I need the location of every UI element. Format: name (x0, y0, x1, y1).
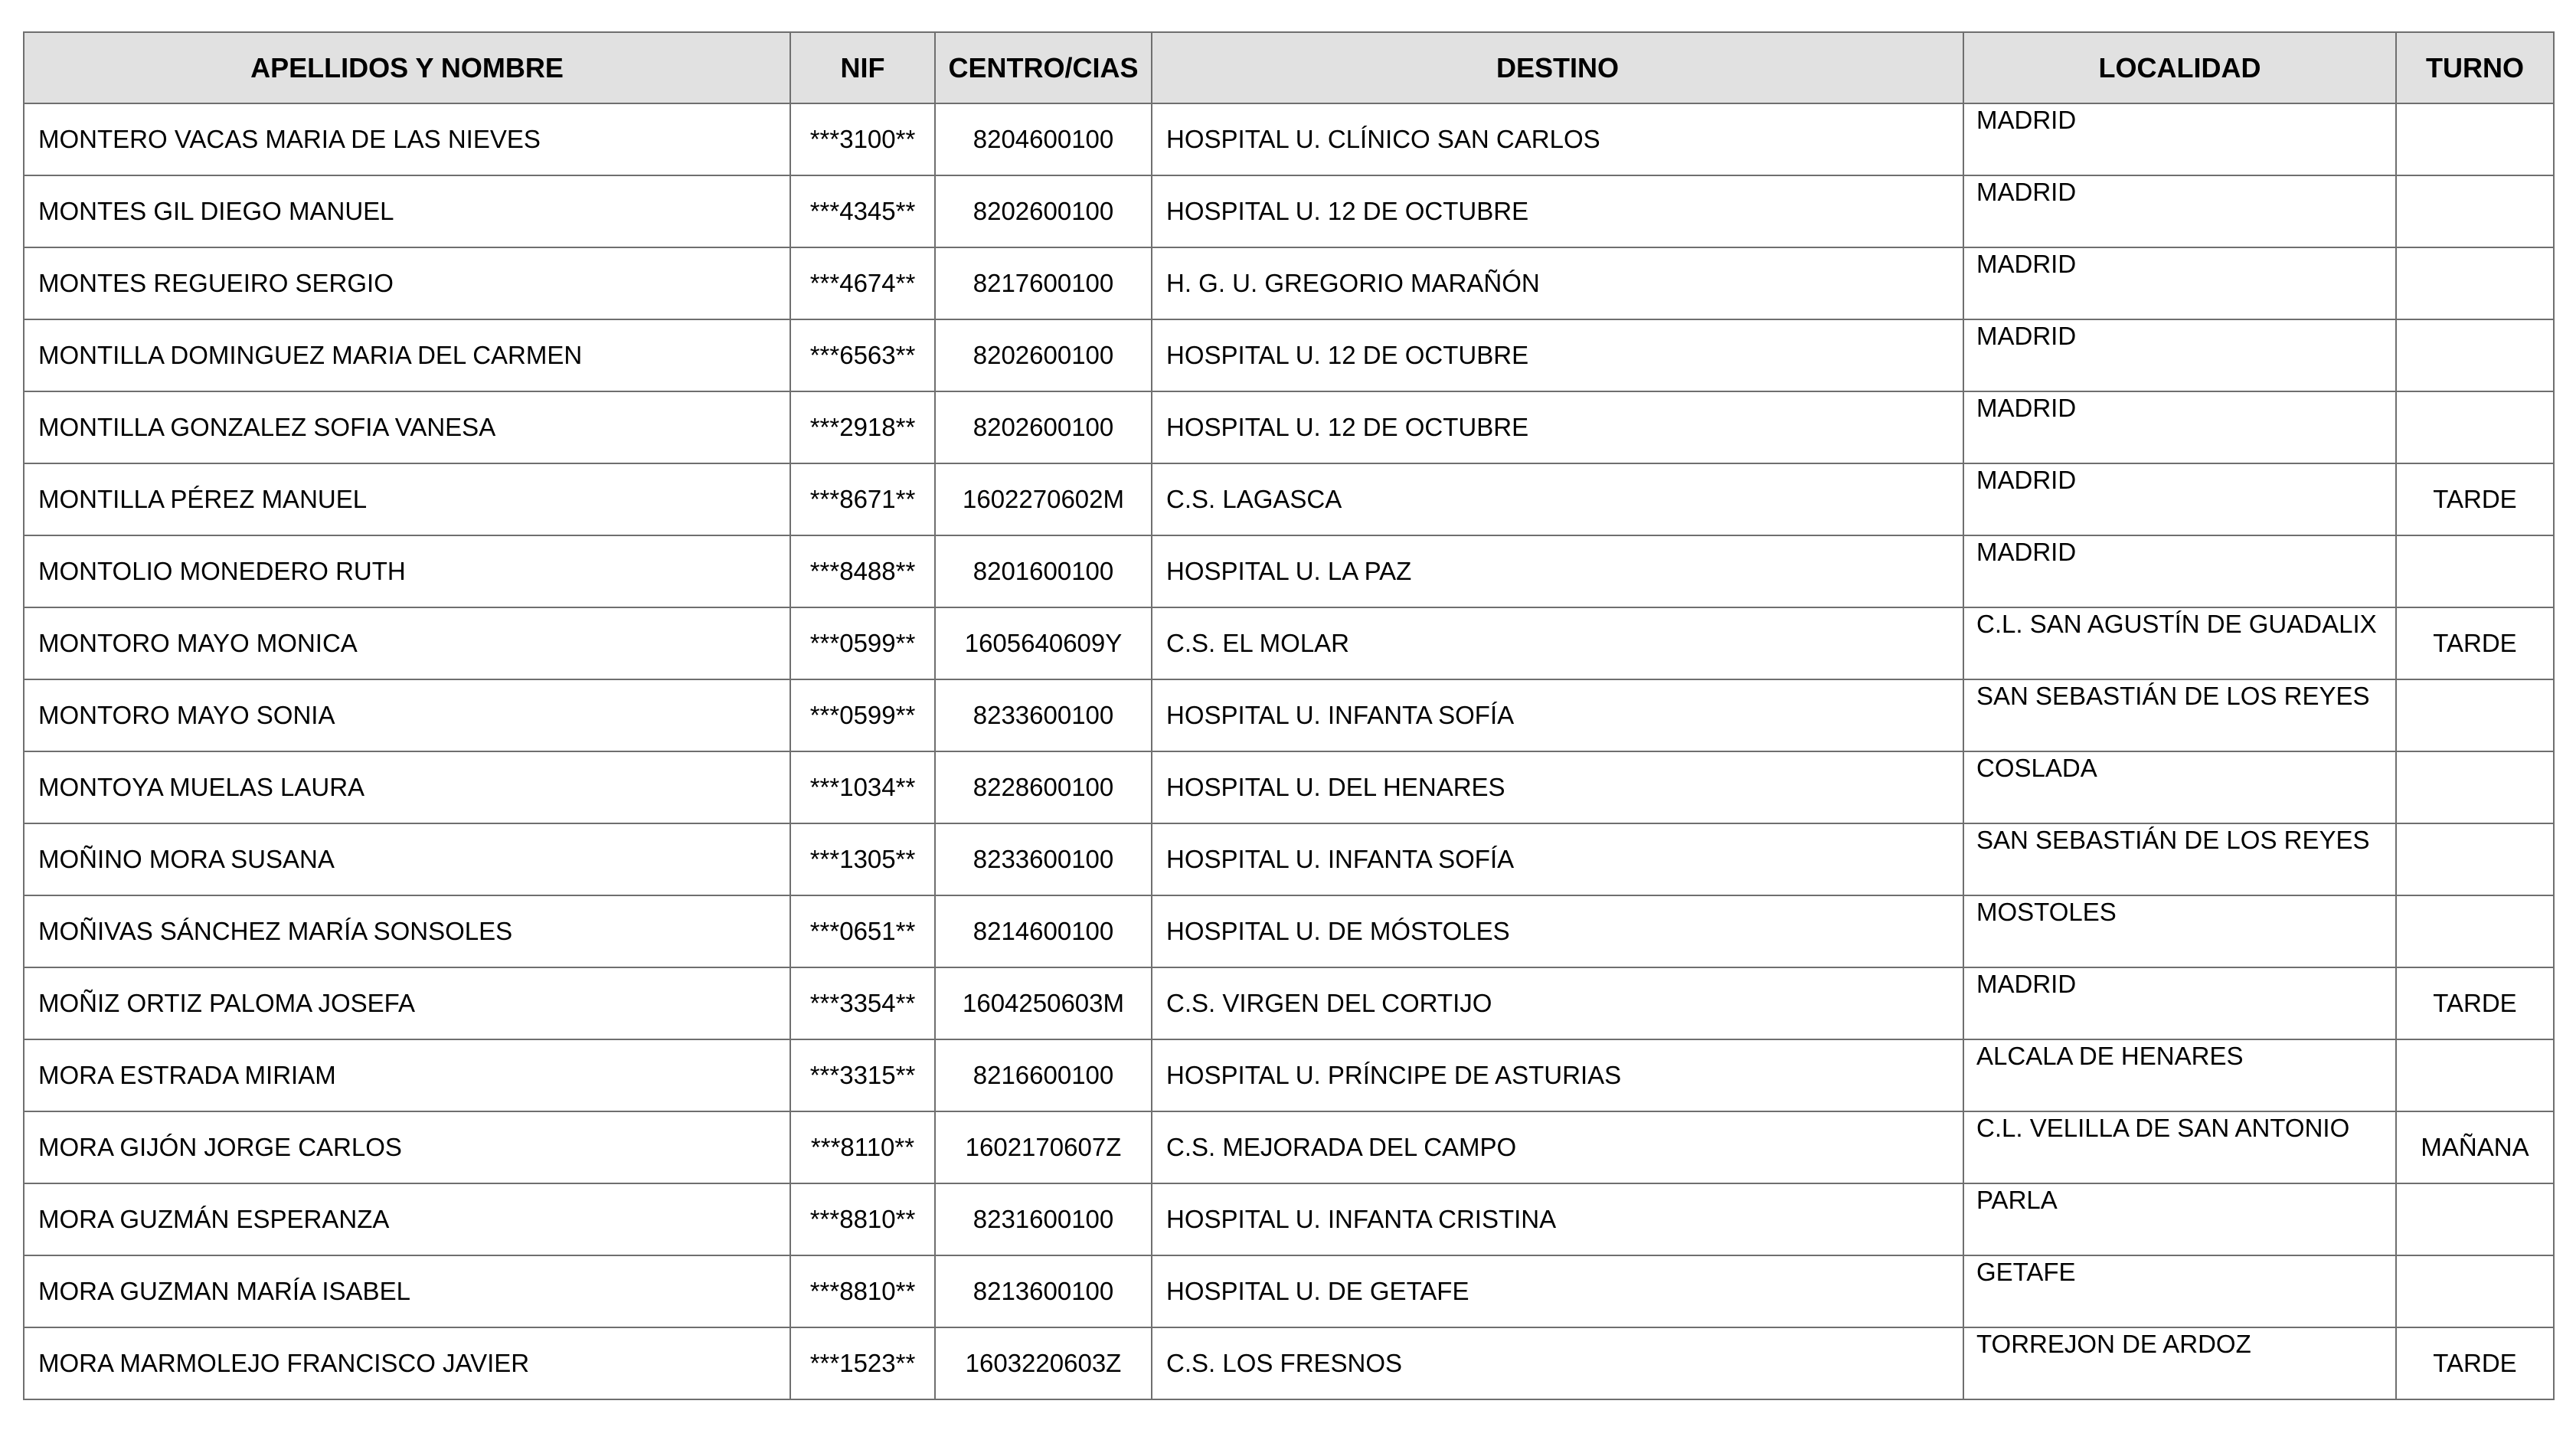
cell-nif: ***0599** (790, 607, 935, 679)
table-row (24, 967, 2554, 1039)
table-row (24, 175, 2554, 247)
cell-nif: ***3354** (790, 967, 935, 1039)
cell-turno: TARDE (2396, 607, 2554, 679)
cell-destino: C.S. EL MOLAR (1152, 607, 1963, 679)
header-turno: TURNO (2396, 32, 2554, 103)
cell-localidad: ALCALA DE HENARES (1963, 1039, 2396, 1111)
cell-centro: 8216600100 (935, 1039, 1152, 1111)
table-row (24, 823, 2554, 895)
table-row (24, 1327, 2554, 1399)
cell-nif: ***6563** (790, 319, 935, 391)
table-row (24, 607, 2554, 679)
cell-turno (2396, 1183, 2554, 1255)
cell-centro: 8228600100 (935, 751, 1152, 823)
cell-nombre: MORA GUZMAN MARÍA ISABEL (24, 1255, 790, 1327)
cell-destino: HOSPITAL U. INFANTA SOFÍA (1152, 679, 1963, 751)
cell-nombre: MONTORO MAYO MONICA (24, 607, 790, 679)
cell-nombre: MONTOYA MUELAS LAURA (24, 751, 790, 823)
cell-destino: HOSPITAL U. DE GETAFE (1152, 1255, 1963, 1327)
cell-localidad: MADRID (1963, 175, 2396, 247)
cell-turno (2396, 1255, 2554, 1327)
cell-turno (2396, 175, 2554, 247)
cell-destino: HOSPITAL U. PRÍNCIPE DE ASTURIAS (1152, 1039, 1963, 1111)
cell-destino: HOSPITAL U. DE MÓSTOLES (1152, 895, 1963, 967)
cell-turno (2396, 751, 2554, 823)
header-nombre: APELLIDOS Y NOMBRE (24, 32, 790, 103)
cell-centro: 8231600100 (935, 1183, 1152, 1255)
table-row (24, 463, 2554, 535)
cell-centro: 1602170607Z (935, 1111, 1152, 1183)
table-body (24, 103, 2554, 1399)
table-row (24, 247, 2554, 319)
cell-localidad: MADRID (1963, 319, 2396, 391)
table-row (24, 895, 2554, 967)
cell-nombre: MORA GUZMÁN ESPERANZA (24, 1183, 790, 1255)
cell-nombre: MONTERO VACAS MARIA DE LAS NIEVES (24, 103, 790, 175)
cell-turno (2396, 1039, 2554, 1111)
header-nif: NIF (790, 32, 935, 103)
cell-centro: 8233600100 (935, 679, 1152, 751)
cell-nombre: MONTES GIL DIEGO MANUEL (24, 175, 790, 247)
cell-centro: 8217600100 (935, 247, 1152, 319)
cell-nombre: MORA GIJÓN JORGE CARLOS (24, 1111, 790, 1183)
cell-nif: ***8110** (790, 1111, 935, 1183)
cell-nif: ***1034** (790, 751, 935, 823)
cell-destino: HOSPITAL U. 12 DE OCTUBRE (1152, 391, 1963, 463)
cell-centro: 8201600100 (935, 535, 1152, 607)
cell-nombre: MORA ESTRADA MIRIAM (24, 1039, 790, 1111)
cell-turno: TARDE (2396, 1327, 2554, 1399)
cell-localidad: PARLA (1963, 1183, 2396, 1255)
cell-turno: TARDE (2396, 967, 2554, 1039)
cell-destino: HOSPITAL U. CLÍNICO SAN CARLOS (1152, 103, 1963, 175)
cell-destino: HOSPITAL U. LA PAZ (1152, 535, 1963, 607)
cell-turno: TARDE (2396, 463, 2554, 535)
cell-nombre: MONTES REGUEIRO SERGIO (24, 247, 790, 319)
cell-nif: ***1523** (790, 1327, 935, 1399)
cell-nif: ***8488** (790, 535, 935, 607)
cell-nif: ***8810** (790, 1183, 935, 1255)
cell-nombre: MORA MARMOLEJO FRANCISCO JAVIER (24, 1327, 790, 1399)
cell-centro: 8213600100 (935, 1255, 1152, 1327)
cell-localidad: C.L. SAN AGUSTÍN DE GUADALIX (1963, 607, 2396, 679)
cell-localidad: MADRID (1963, 247, 2396, 319)
cell-destino: HOSPITAL U. INFANTA SOFÍA (1152, 823, 1963, 895)
cell-nif: ***4674** (790, 247, 935, 319)
cell-destino: HOSPITAL U. DEL HENARES (1152, 751, 1963, 823)
header-localidad: LOCALIDAD (1963, 32, 2396, 103)
cell-turno (2396, 679, 2554, 751)
cell-localidad: SAN SEBASTIÁN DE LOS REYES (1963, 823, 2396, 895)
cell-nombre: MONTILLA GONZALEZ SOFIA VANESA (24, 391, 790, 463)
cell-nombre: MOÑIZ ORTIZ PALOMA JOSEFA (24, 967, 790, 1039)
table-row (24, 1111, 2554, 1183)
cell-turno (2396, 247, 2554, 319)
cell-nombre: MONTOLIO MONEDERO RUTH (24, 535, 790, 607)
cell-centro: 8233600100 (935, 823, 1152, 895)
cell-destino: C.S. LAGASCA (1152, 463, 1963, 535)
cell-centro: 1602270602M (935, 463, 1152, 535)
cell-centro: 8214600100 (935, 895, 1152, 967)
cell-nif: ***2918** (790, 391, 935, 463)
cell-nombre: MONTILLA DOMINGUEZ MARIA DEL CARMEN (24, 319, 790, 391)
cell-localidad: C.L. VELILLA DE SAN ANTONIO (1963, 1111, 2396, 1183)
cell-destino: H. G. U. GREGORIO MARAÑÓN (1152, 247, 1963, 319)
cell-destino: HOSPITAL U. 12 DE OCTUBRE (1152, 319, 1963, 391)
cell-nombre: MONTILLA PÉREZ MANUEL (24, 463, 790, 535)
cell-localidad: MADRID (1963, 967, 2396, 1039)
cell-localidad: TORREJON DE ARDOZ (1963, 1327, 2396, 1399)
cell-nombre: MOÑIVAS SÁNCHEZ MARÍA SONSOLES (24, 895, 790, 967)
table-row (24, 391, 2554, 463)
cell-turno (2396, 895, 2554, 967)
cell-localidad: COSLADA (1963, 751, 2396, 823)
cell-destino: C.S. LOS FRESNOS (1152, 1327, 1963, 1399)
table-row (24, 679, 2554, 751)
cell-destino: HOSPITAL U. 12 DE OCTUBRE (1152, 175, 1963, 247)
cell-destino: HOSPITAL U. INFANTA CRISTINA (1152, 1183, 1963, 1255)
cell-turno (2396, 535, 2554, 607)
header-centro: CENTRO/CIAS (935, 32, 1152, 103)
table-row (24, 319, 2554, 391)
table-row (24, 1183, 2554, 1255)
cell-localidad: MADRID (1963, 535, 2396, 607)
cell-destino: C.S. VIRGEN DEL CORTIJO (1152, 967, 1963, 1039)
cell-centro: 8204600100 (935, 103, 1152, 175)
cell-centro: 8202600100 (935, 319, 1152, 391)
assignment-table (23, 31, 2555, 1400)
cell-localidad: MADRID (1963, 103, 2396, 175)
cell-nif: ***8810** (790, 1255, 935, 1327)
cell-centro: 1603220603Z (935, 1327, 1152, 1399)
cell-localidad: MADRID (1963, 391, 2396, 463)
cell-localidad: MADRID (1963, 463, 2396, 535)
table-row (24, 535, 2554, 607)
table-header (24, 32, 2554, 103)
cell-centro: 1604250603M (935, 967, 1152, 1039)
header-destino: DESTINO (1152, 32, 1963, 103)
cell-localidad: MOSTOLES (1963, 895, 2396, 967)
header-row (24, 32, 2554, 103)
cell-nif: ***3315** (790, 1039, 935, 1111)
table-row (24, 751, 2554, 823)
cell-nif: ***0651** (790, 895, 935, 967)
cell-nif: ***0599** (790, 679, 935, 751)
cell-localidad: GETAFE (1963, 1255, 2396, 1327)
table-row (24, 103, 2554, 175)
cell-destino: C.S. MEJORADA DEL CAMPO (1152, 1111, 1963, 1183)
cell-turno: MAÑANA (2396, 1111, 2554, 1183)
cell-localidad: SAN SEBASTIÁN DE LOS REYES (1963, 679, 2396, 751)
cell-nif: ***3100** (790, 103, 935, 175)
cell-turno (2396, 391, 2554, 463)
cell-turno (2396, 103, 2554, 175)
table-row (24, 1039, 2554, 1111)
cell-nif: ***8671** (790, 463, 935, 535)
cell-centro: 8202600100 (935, 391, 1152, 463)
cell-nif: ***4345** (790, 175, 935, 247)
cell-nif: ***1305** (790, 823, 935, 895)
table-row (24, 1255, 2554, 1327)
cell-centro: 1605640609Y (935, 607, 1152, 679)
cell-turno (2396, 823, 2554, 895)
cell-centro: 8202600100 (935, 175, 1152, 247)
cell-turno (2396, 319, 2554, 391)
cell-nombre: MONTORO MAYO SONIA (24, 679, 790, 751)
cell-nombre: MOÑINO MORA SUSANA (24, 823, 790, 895)
